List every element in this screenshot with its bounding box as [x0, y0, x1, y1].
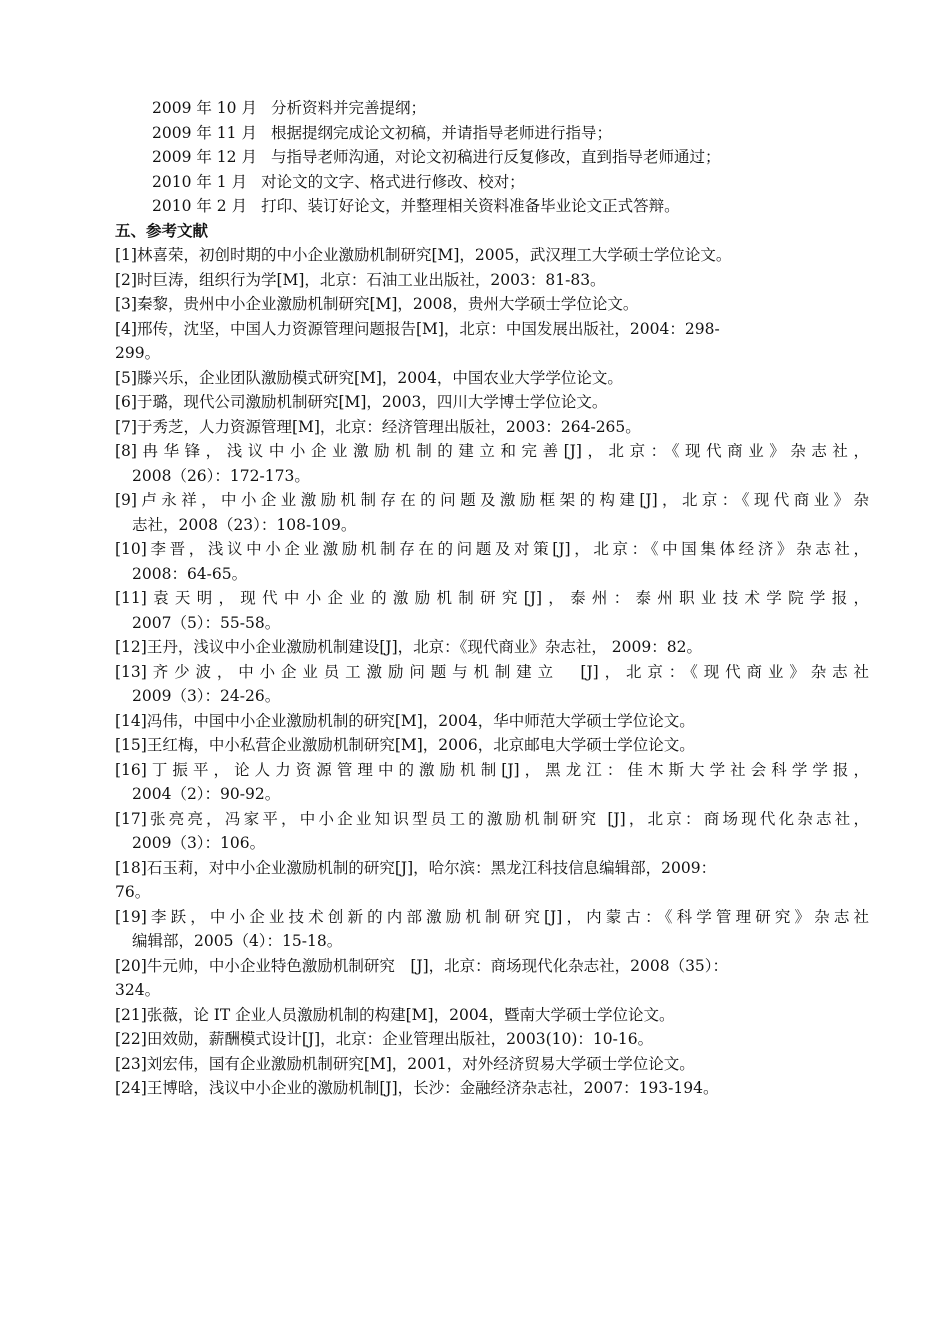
reference-entry — [115, 954, 869, 1003]
reference-entry — [115, 1003, 869, 1028]
document-page — [115, 96, 869, 1101]
reference-text: [15]王红梅，中小私营企业激励机制研究[M]，2006，北京邮电大学硕士学位论文。 — [115, 736, 695, 754]
schedule-text: 根据提纲完成论文初稿，并请指导老师进行指导； — [270, 123, 612, 142]
reference-entry — [115, 390, 869, 415]
schedule-text: 打印、装订好论文，并整理相关资料准备毕业论文正式答辩。 — [261, 197, 680, 215]
reference-text: [9]卢永祥，中小企业激励机制存在的问题及激励框架的构建[J]，北京：《现代商业》杂 — [115, 491, 869, 509]
reference-continuation: 76。 — [115, 883, 151, 901]
reference-continuation: 编辑部，2005（4）：15-18。 — [132, 932, 343, 950]
reference-text: [20]牛元帅，中小企业特色激励机制研究 [J]，北京：商场现代化杂志社，2008（35）： — [115, 956, 729, 975]
schedule-list — [115, 96, 869, 219]
schedule-text: 与指导老师沟通，对论文初稿进行反复修改，直到指导老师通过； — [270, 148, 721, 166]
reference-entry — [115, 709, 869, 734]
section-heading: 五、参考文献 — [115, 220, 209, 240]
schedule-item — [115, 145, 869, 170]
reference-entry — [115, 1052, 869, 1077]
reference-text: [23]刘宏伟，国有企业激励机制研究[M]，2001，对外经济贸易大学硕士学位论文。 — [115, 1054, 695, 1073]
schedule-date: 2010 年 2 月 — [152, 197, 248, 215]
reference-text: [13]齐少波，中小企业员工激励问题与机制建立 [J]，北京：《现代商业》杂志社 — [115, 662, 869, 681]
reference-entry — [115, 268, 869, 293]
reference-text: [24]王博晗，浅议中小企业的激励机制[J]，长沙：金融经济杂志社，2007：193-194。 — [115, 1079, 719, 1097]
schedule-text: 分析资料并完善提纲； — [270, 99, 426, 117]
schedule-item — [115, 96, 869, 121]
schedule-item — [115, 121, 869, 146]
reference-entry — [115, 439, 869, 488]
reference-entry — [115, 1076, 869, 1101]
reference-text: [18]石玉莉，对中小企业激励机制的研究[J]，哈尔滨：黑龙江科技信息编辑部，2009： — [115, 858, 717, 877]
reference-text: [8]冉华锋，浅议中小企业激励机制的建立和完善[J]，北京：《现代商业》杂志社， — [115, 442, 869, 460]
schedule-text: 对论文的文字、格式进行修改、校对； — [261, 172, 525, 191]
reference-text: [14]冯伟，中国中小企业激励机制的研究[M]，2004，华中师范大学硕士学位论文。 — [115, 711, 695, 730]
reference-continuation: 志社，2008（23）：108-109。 — [132, 515, 357, 534]
reference-text: [12]王丹，浅议中小企业激励机制建设[J]，北京：《现代商业》杂志社， 2009：82。 — [115, 638, 702, 656]
reference-entry — [115, 758, 869, 807]
reference-continuation: 2009（3）：24-26。 — [132, 687, 281, 705]
reference-text: [7]于秀芝，人力资源管理[M]，北京：经济管理出版社，2003：264-265。 — [115, 417, 641, 436]
reference-entry — [115, 586, 869, 635]
reference-text: [2]时巨涛，组织行为学[M]，北京：石油工业出版社，2003：81-83。 — [115, 270, 606, 289]
reference-entry — [115, 537, 869, 586]
schedule-date: 2009 年 11 月 — [152, 123, 257, 142]
reference-entry — [115, 807, 869, 856]
reference-entry — [115, 660, 869, 709]
schedule-date: 2010 年 1 月 — [152, 172, 248, 191]
reference-continuation: 324。 — [115, 981, 161, 999]
reference-list — [115, 243, 869, 1101]
reference-entry — [115, 856, 869, 905]
schedule-item — [115, 194, 869, 219]
schedule-date: 2009 年 10 月 — [152, 99, 257, 117]
reference-entry — [115, 733, 869, 758]
schedule-date: 2009 年 12 月 — [152, 148, 257, 166]
reference-entry — [115, 905, 869, 954]
reference-text: [21]张薇，论 IT 企业人员激励机制的构建[M]，2004，暨南大学硕士学位论文。 — [115, 1005, 675, 1024]
reference-continuation: 2004（2）：90-92。 — [132, 785, 281, 803]
reference-text: [22]田效勋，薪酬模式设计[J]，北京：企业管理出版社，2003(10)：10-16。 — [115, 1030, 654, 1048]
reference-text: [10]李晋，浅议中小企业激励机制存在的问题及对策[J]，北京：《中国集体经济》杂志社， — [115, 540, 869, 558]
reference-entry — [115, 292, 869, 317]
reference-entry — [115, 415, 869, 440]
reference-text: [11]袁天明，现代中小企业的激励机制研究[J]，泰州：泰州职业技术学院学报， — [115, 589, 869, 607]
reference-entry — [115, 243, 869, 268]
reference-entry — [115, 317, 869, 366]
reference-text: [17]张亮亮，冯家平，中小企业知识型员工的激励机制研究 [J]，北京：商场现代化杂志社， — [115, 809, 869, 828]
reference-continuation: 2009（3）：106。 — [132, 834, 266, 852]
schedule-item — [115, 170, 869, 195]
reference-entry — [115, 488, 869, 537]
reference-continuation: 2007（5）：55-58。 — [132, 613, 281, 632]
reference-text: [1]林喜荣，初创时期的中小企业激励机制研究[M]，2005，武汉理工大学硕士学位论文。 — [115, 246, 732, 264]
reference-text: [3]秦黎，贵州中小企业激励机制研究[M]，2008，贵州大学硕士学位论文。 — [115, 295, 639, 313]
reference-continuation: 2008（26）：172-173。 — [132, 466, 310, 485]
reference-entry — [115, 1027, 869, 1052]
reference-continuation: 299。 — [115, 344, 161, 362]
reference-text: [16]丁振平，论人力资源管理中的激励机制[J]，黑龙江：佳木斯大学社会科学学报， — [115, 760, 869, 779]
reference-text: [19]李跃，中小企业技术创新的内部激励机制研究[J]，内蒙古：《科学管理研究》杂志社 — [115, 907, 869, 926]
reference-text: [6]于璐，现代公司激励机制研究[M]，2003，四川大学博士学位论文。 — [115, 393, 608, 411]
reference-entry — [115, 635, 869, 660]
reference-entry — [115, 366, 869, 391]
reference-continuation: 2008：64-65。 — [132, 564, 248, 583]
reference-text: [4]邢传，沈坚，中国人力资源管理问题报告[M]，北京：中国发展出版社，2004：298- — [115, 319, 720, 338]
reference-text: [5]滕兴乐，企业团队激励模式研究[M]，2004，中国农业大学学位论文。 — [115, 368, 623, 387]
